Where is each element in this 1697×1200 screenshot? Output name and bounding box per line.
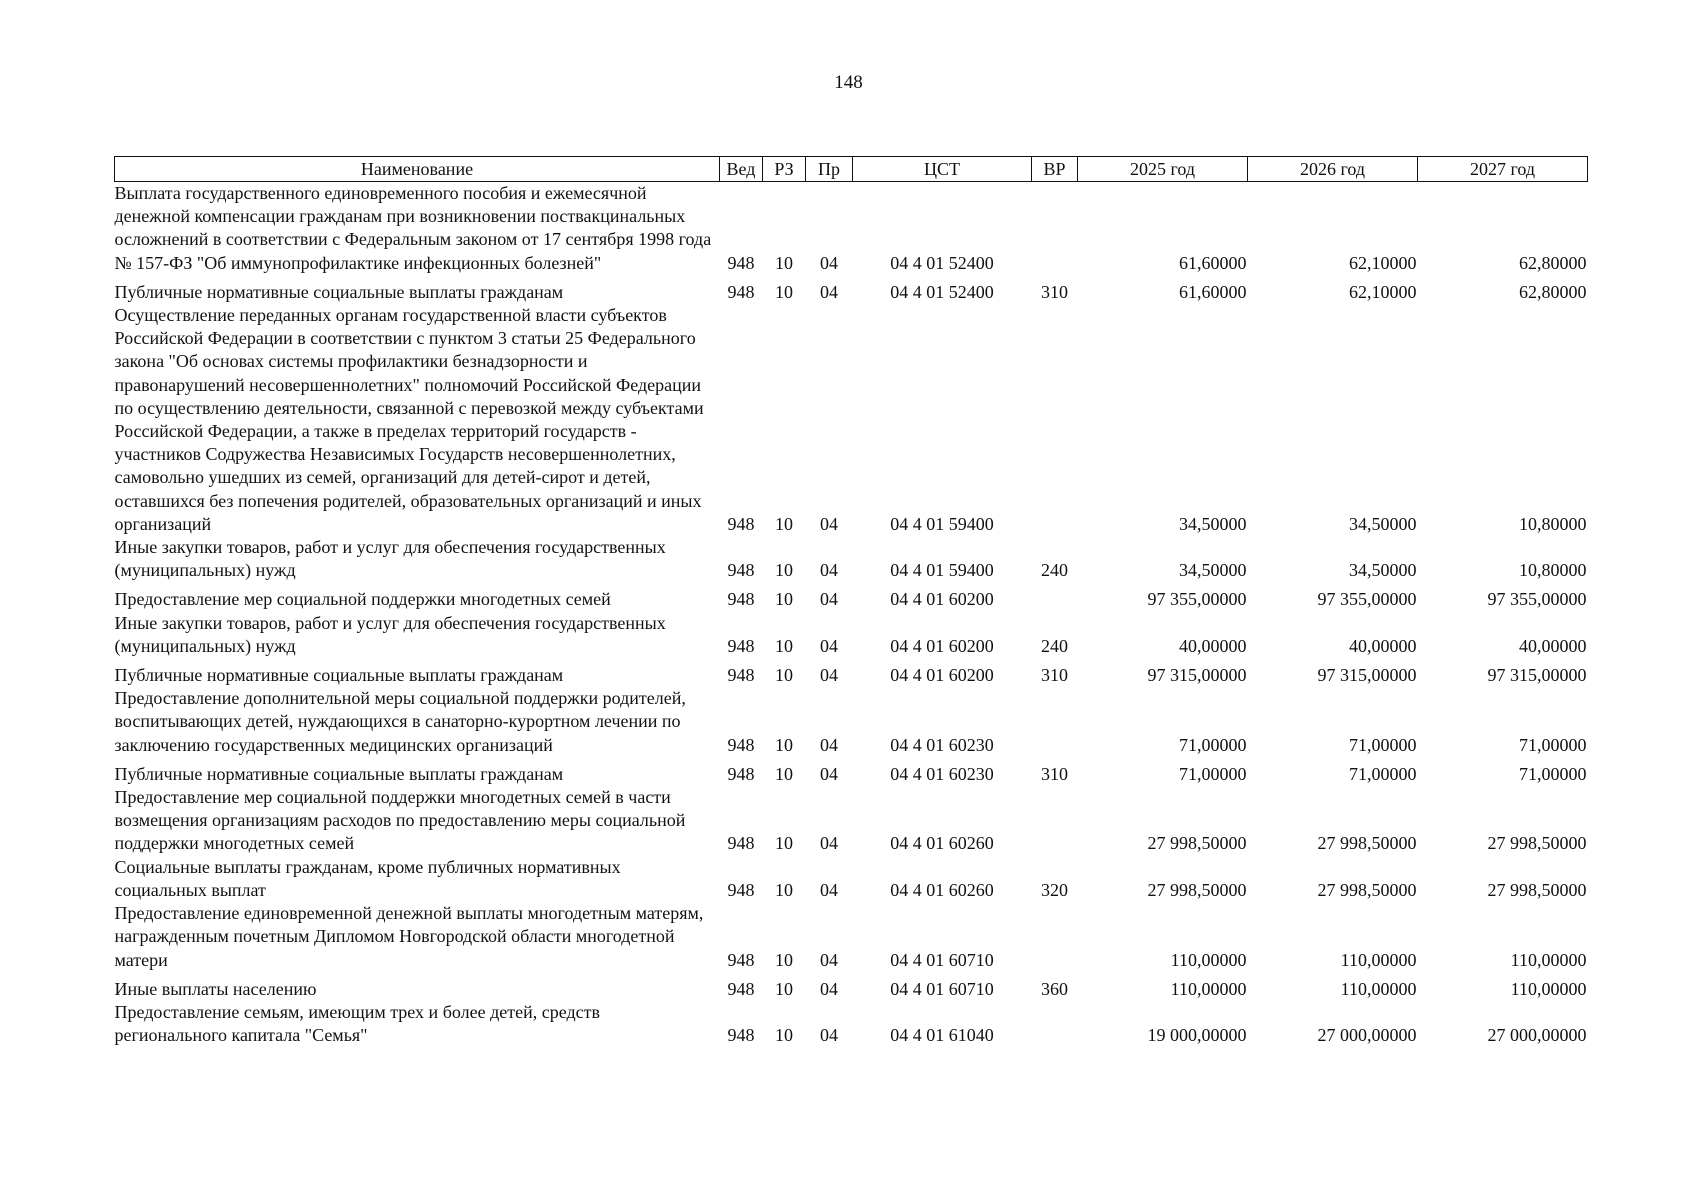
page-number: 148 (834, 72, 863, 93)
cell-2026: 34,50000 (1349, 560, 1417, 581)
cell-pr: 04 (820, 949, 838, 970)
table-row (115, 182, 1588, 275)
cell-2026: 27 998,50000 (1317, 879, 1417, 900)
cell-vr: 240 (1041, 635, 1068, 656)
cell-2026: 71,00000 (1349, 734, 1417, 755)
table-row (115, 856, 1588, 902)
table-row (115, 786, 1588, 856)
header-2025: 2025 год (1078, 157, 1248, 182)
header-2027: 2027 год (1418, 157, 1588, 182)
cell-cst: 04 4 01 60200 (890, 665, 994, 686)
cell-2025: 71,00000 (1179, 734, 1247, 755)
cell-pr: 04 (820, 1025, 838, 1046)
header-vr: ВР (1032, 157, 1078, 182)
cell-pr: 04 (820, 879, 838, 900)
cell-ved: 948 (727, 1025, 755, 1046)
cell-vr (1032, 902, 1078, 972)
cell-cst: 04 4 01 60230 (890, 763, 994, 784)
cell-2026: 62,10000 (1349, 281, 1417, 302)
table-row (115, 275, 1588, 304)
cell-ved: 948 (727, 879, 755, 900)
header-pr: Пр (806, 157, 853, 182)
cell-rz: 10 (775, 665, 793, 686)
table-row (115, 757, 1588, 786)
cell-vr: 240 (1041, 560, 1068, 581)
cell-ved: 948 (727, 734, 755, 755)
cell-cst: 04 4 01 60200 (890, 635, 994, 656)
cell-rz: 10 (775, 252, 793, 273)
cell-2025: 19 000,00000 (1147, 1025, 1247, 1046)
cell-2025: 27 998,50000 (1147, 879, 1247, 900)
cell-2025: 97 315,00000 (1147, 665, 1247, 686)
cell-cst: 04 4 01 60260 (890, 833, 994, 854)
cell-name: Осуществление переданных органам государственной власти субъектов Российской Федерации в соответствии с пунктом 3 статьи 25 Федерального закона "Об основах системы профилактики безнадзорности и правонарушений несовершеннолетних" полномочий Российской Федерации по осуществлению деятельности, связанной с перевозкой между субъектами Российской Федерации, а также в пределах территорий государств - участников Содружества Независимых Государств несовершеннолетних, самовольно ушедших из семей, организаций для детей-сирот и детей, оставшихся без попечения родителей, образовательных организаций и иных организаций (114, 305, 704, 534)
cell-vr (1032, 687, 1078, 757)
cell-rz: 10 (775, 949, 793, 970)
cell-2027: 110,00000 (1510, 949, 1587, 970)
cell-name: Публичные нормативные социальные выплаты гражданам (114, 665, 564, 686)
cell-name: Иные закупки товаров, работ и услуг для обеспечения государственных (муниципальных) нужд (114, 537, 666, 581)
cell-vr: 360 (1041, 978, 1068, 999)
cell-ved: 948 (727, 252, 755, 273)
cell-rz: 10 (775, 560, 793, 581)
cell-name: Социальные выплаты гражданам, кроме публичных нормативных социальных выплат (114, 856, 621, 900)
cell-2026: 34,50000 (1349, 513, 1417, 534)
cell-2025: 61,60000 (1179, 252, 1247, 273)
cell-2026: 110,00000 (1340, 949, 1417, 970)
cell-pr: 04 (820, 281, 838, 302)
cell-vr (1032, 1001, 1078, 1047)
cell-2025: 110,00000 (1170, 949, 1247, 970)
cell-cst: 04 4 01 60260 (890, 879, 994, 900)
cell-vr (1032, 304, 1078, 536)
header-ved: Вед (720, 157, 763, 182)
table-row (115, 687, 1588, 757)
cell-name: Публичные нормативные социальные выплаты гражданам (114, 281, 564, 302)
cell-name: Выплата государственного единовременного пособия и ежемесячной денежной компенсации гражданам при возникновении поствакцинальных осложнений в соответствии с Федеральным законом от 17 сентября 1998 года № 157-ФЗ "Об иммунопрофилактике инфекционных болезней" (114, 183, 712, 273)
cell-2025: 40,00000 (1179, 635, 1247, 656)
cell-2025: 34,50000 (1179, 560, 1247, 581)
cell-pr: 04 (820, 513, 838, 534)
table-row (115, 972, 1588, 1001)
cell-ved: 948 (727, 978, 755, 999)
cell-2026: 62,10000 (1349, 252, 1417, 273)
cell-rz: 10 (775, 1025, 793, 1046)
cell-cst: 04 4 01 61040 (890, 1025, 994, 1046)
cell-cst: 04 4 01 59400 (890, 513, 994, 534)
cell-ved: 948 (727, 635, 755, 656)
cell-vr (1032, 786, 1078, 856)
budget-table (114, 156, 1588, 1047)
cell-vr (1032, 582, 1078, 611)
cell-2025: 27 998,50000 (1147, 833, 1247, 854)
cell-name: Предоставление мер социальной поддержки многодетных семей (114, 589, 611, 610)
table-row (115, 536, 1588, 582)
cell-cst: 04 4 01 60200 (890, 589, 994, 610)
cell-cst: 04 4 01 60710 (890, 949, 994, 970)
cell-2027: 27 998,50000 (1487, 833, 1587, 854)
cell-cst: 04 4 01 60710 (890, 978, 994, 999)
cell-vr: 320 (1041, 879, 1068, 900)
cell-name: Предоставление дополнительной меры социальной поддержки родителей, воспитывающих детей, нуждающихся в санаторно-курортном лечении по заключению государственных медицинских организаций (114, 688, 686, 755)
cell-vr: 310 (1041, 665, 1068, 686)
header-name: Наименование (115, 157, 720, 182)
cell-name: Публичные нормативные социальные выплаты гражданам (114, 763, 564, 784)
cell-2026: 110,00000 (1340, 978, 1417, 999)
cell-name: Предоставление мер социальной поддержки многодетных семей в части возмещения организациям расходов по предоставлению меры социальной поддержки многодетных семей (114, 787, 686, 854)
cell-pr: 04 (820, 665, 838, 686)
cell-name: Иные закупки товаров, работ и услуг для обеспечения государственных (муниципальных) нужд (114, 612, 666, 656)
cell-vr (1032, 182, 1078, 275)
table-row (115, 658, 1588, 687)
cell-rz: 10 (775, 763, 793, 784)
cell-rz: 10 (775, 589, 793, 610)
cell-2027: 71,00000 (1519, 763, 1587, 784)
cell-2026: 97 315,00000 (1317, 665, 1417, 686)
cell-pr: 04 (820, 978, 838, 999)
cell-2026: 27 998,50000 (1317, 833, 1417, 854)
cell-2027: 10,80000 (1519, 560, 1587, 581)
cell-rz: 10 (775, 513, 793, 534)
cell-cst: 04 4 01 60230 (890, 734, 994, 755)
cell-2027: 71,00000 (1519, 734, 1587, 755)
cell-cst: 04 4 01 52400 (890, 281, 994, 302)
cell-name: Предоставление семьям, имеющим трех и более детей, средств регионального капитала "Семья" (114, 1001, 600, 1046)
cell-ved: 948 (727, 763, 755, 784)
cell-vr: 310 (1041, 281, 1068, 302)
cell-ved: 948 (727, 281, 755, 302)
cell-rz: 10 (775, 833, 793, 854)
cell-rz: 10 (775, 734, 793, 755)
cell-2026: 40,00000 (1349, 635, 1417, 656)
cell-2025: 97 355,00000 (1147, 589, 1247, 610)
table-body (115, 182, 1588, 1048)
cell-ved: 948 (727, 665, 755, 686)
cell-2027: 62,80000 (1519, 281, 1587, 302)
cell-pr: 04 (820, 833, 838, 854)
cell-2026: 27 000,00000 (1317, 1025, 1417, 1046)
cell-pr: 04 (820, 252, 838, 273)
cell-pr: 04 (820, 589, 838, 610)
cell-2027: 62,80000 (1519, 252, 1587, 273)
cell-ved: 948 (727, 949, 755, 970)
cell-ved: 948 (727, 513, 755, 534)
cell-rz: 10 (775, 281, 793, 302)
cell-pr: 04 (820, 763, 838, 784)
cell-rz: 10 (775, 635, 793, 656)
header-cst: ЦСТ (853, 157, 1032, 182)
header-2026: 2026 год (1248, 157, 1418, 182)
header-rz: РЗ (763, 157, 806, 182)
cell-ved: 948 (727, 560, 755, 581)
cell-pr: 04 (820, 560, 838, 581)
cell-vr: 310 (1041, 763, 1068, 784)
cell-2025: 110,00000 (1170, 978, 1247, 999)
cell-2026: 97 355,00000 (1317, 589, 1417, 610)
cell-rz: 10 (775, 879, 793, 900)
cell-2026: 71,00000 (1349, 763, 1417, 784)
cell-2027: 27 998,50000 (1487, 879, 1587, 900)
cell-2027: 40,00000 (1519, 635, 1587, 656)
cell-ved: 948 (727, 833, 755, 854)
table-row (115, 1001, 1588, 1047)
table-row (115, 304, 1588, 536)
table-row (115, 902, 1588, 972)
cell-pr: 04 (820, 635, 838, 656)
table-row (115, 612, 1588, 658)
cell-2027: 97 355,00000 (1487, 589, 1587, 610)
cell-2025: 71,00000 (1179, 763, 1247, 784)
cell-pr: 04 (820, 734, 838, 755)
cell-cst: 04 4 01 59400 (890, 560, 994, 581)
cell-2027: 27 000,00000 (1487, 1025, 1587, 1046)
cell-name: Иные выплаты населению (114, 978, 317, 999)
cell-ved: 948 (727, 589, 755, 610)
cell-name: Предоставление единовременной денежной выплаты многодетным матерям, награжденным почетным Дипломом Новгородской области многодетной матери (114, 903, 704, 970)
cell-2025: 61,60000 (1179, 281, 1247, 302)
table-header-row (115, 157, 1588, 182)
cell-2027: 97 315,00000 (1487, 665, 1587, 686)
cell-2025: 34,50000 (1179, 513, 1247, 534)
table-row (115, 582, 1588, 611)
cell-2027: 10,80000 (1519, 513, 1587, 534)
cell-rz: 10 (775, 978, 793, 999)
cell-2027: 110,00000 (1510, 978, 1587, 999)
cell-cst: 04 4 01 52400 (890, 252, 994, 273)
